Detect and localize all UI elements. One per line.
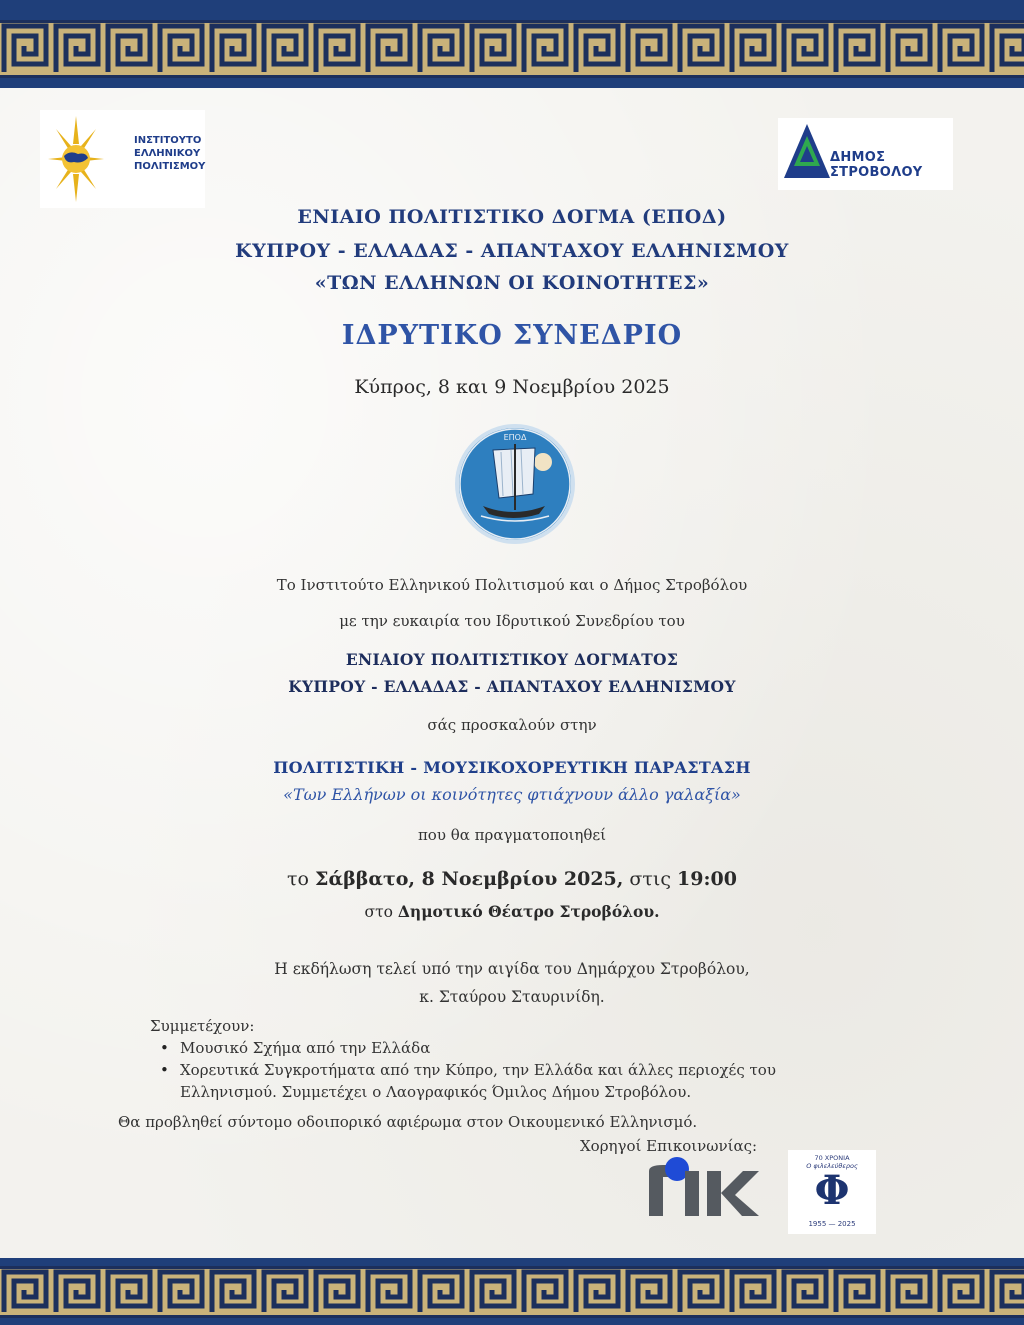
invitation-line-3: σάς προσκαλούν στην — [427, 716, 597, 734]
sun-icon — [46, 114, 106, 204]
event-prefix: το — [287, 868, 316, 890]
institute-logo — [40, 110, 205, 208]
greek-key-pattern-bottom — [0, 1266, 1024, 1318]
participants-list — [160, 1037, 860, 1103]
bottom-border — [0, 1258, 1024, 1325]
patronage-line-2: κ. Σταύρου Σταυρινίδη. — [419, 988, 605, 1006]
dimos-name: ΔΗΜΟΣ ΣΤΡΟΒΟΛΟΥ — [830, 150, 923, 180]
institute-name: ΙΝΣΤΙΤΟΥΤΟ ΕΛΛΗΝΙΚΟΥ ΠΟΛΙΤΙΣΜΟΥ — [134, 135, 206, 172]
epod-emblem — [453, 422, 577, 546]
list-item: • Μουσικό Σχήμα από την Ελλάδα — [160, 1037, 860, 1059]
invitation-bold-2: ΚΥΠΡΟΥ - ΕΛΛΑΔΑΣ - ΑΠΑΝΤΑΧΟΥ ΕΛΛΗΝΙΣΜΟΥ — [288, 677, 736, 696]
performance-title: ΠΟΛΙΤΙΣΤΙΚΗ - ΜΟΥΣΙΚΟΧΟΡΕΥΤΙΚΗ ΠΑΡΑΣΤΑΣΗ — [273, 758, 751, 777]
rik-logo — [645, 1155, 765, 1220]
venue-prefix: στο — [364, 903, 398, 921]
greek-key-pattern-top — [0, 20, 1024, 78]
patronage-line-1: Η εκδήλωση τελεί υπό την αιγίδα του Δημάρχου Στροβόλου, — [274, 960, 750, 978]
filelefheros-years: 1955 — 2025 — [808, 1220, 856, 1228]
performance-subtitle: «Των Ελλήνων οι κοινότητες φτιάχνουν άλλο γαλαξία» — [283, 785, 741, 804]
phi-icon: Φ — [814, 1167, 850, 1214]
page-title: ΙΔΡΥΤΙΚΟ ΣΥΝΕΔΡΙΟ — [341, 320, 683, 351]
event-date: Σάββατο, 8 Νοεμβρίου 2025, — [315, 868, 624, 890]
invitation-line-4: που θα πραγματοποιηθεί — [417, 826, 607, 844]
event-datetime — [0, 868, 1024, 890]
conference-date: Κύπρος, 8 και 9 Νοεμβρίου 2025 — [354, 376, 670, 398]
sponsors-label: Χορηγοί Επικοινωνίας: — [580, 1137, 758, 1155]
venue-name: Δημοτικό Θέατρο Στροβόλου. — [397, 902, 660, 921]
triangle-logo-icon — [782, 122, 832, 182]
documentary-note: Θα προβληθεί σύντομο οδοιπορικό αφιέρωμα στον Οικουμενικό Ελληνισμό. — [118, 1113, 698, 1131]
invitation-line-2: με την ευκαιρία του Ιδρυτικού Συνεδρίου του — [339, 612, 685, 630]
filelefheros-anniversary: 70 ΧΡΟΝΙΑ Ο φιλελεύθερος — [806, 1154, 858, 1170]
event-time: 19:00 — [677, 868, 737, 890]
event-mid: στις — [623, 868, 678, 890]
participants-label: Συμμετέχουν: — [150, 1017, 255, 1035]
filelefheros-logo — [788, 1150, 876, 1234]
header-line-1: ΕΝΙΑΙΟ ΠΟΛΙΤΙΣΤΙΚΟ ΔΟΓΜΑ (ΕΠΟΔ) — [297, 206, 727, 228]
list-item: • Χορευτικά Συγκροτήματα από την Κύπρο, την Ελλάδα και άλλες περιοχές του Ελληνισμού. Συμμετέχει ο Λαογραφικός Όμιλος Δήμου Στροβόλου. — [160, 1059, 860, 1103]
event-venue — [0, 902, 1024, 921]
invitation-bold-1: ΕΝΙΑΙΟΥ ΠΟΛΙΤΙΣΤΙΚΟΥ ΔΟΓΜΑΤΟΣ — [345, 650, 679, 669]
svg-text:ΕΠΟΔ: ΕΠΟΔ — [503, 433, 527, 442]
top-border — [0, 0, 1024, 88]
dimos-strovolou-logo — [778, 118, 953, 190]
invitation-line-1: Το Ινστιτούτο Ελληνικού Πολιτισμού και ο Δήμος Στροβόλου — [276, 576, 748, 594]
header-line-2: ΚΥΠΡΟΥ - ΕΛΛΑΔΑΣ - ΑΠΑΝΤΑΧΟΥ ΕΛΛΗΝΙΣΜΟΥ — [235, 240, 789, 262]
header-line-3: «ΤΩΝ ΕΛΛΗΝΩΝ ΟΙ ΚΟΙΝΟΤΗΤΕΣ» — [314, 272, 710, 294]
